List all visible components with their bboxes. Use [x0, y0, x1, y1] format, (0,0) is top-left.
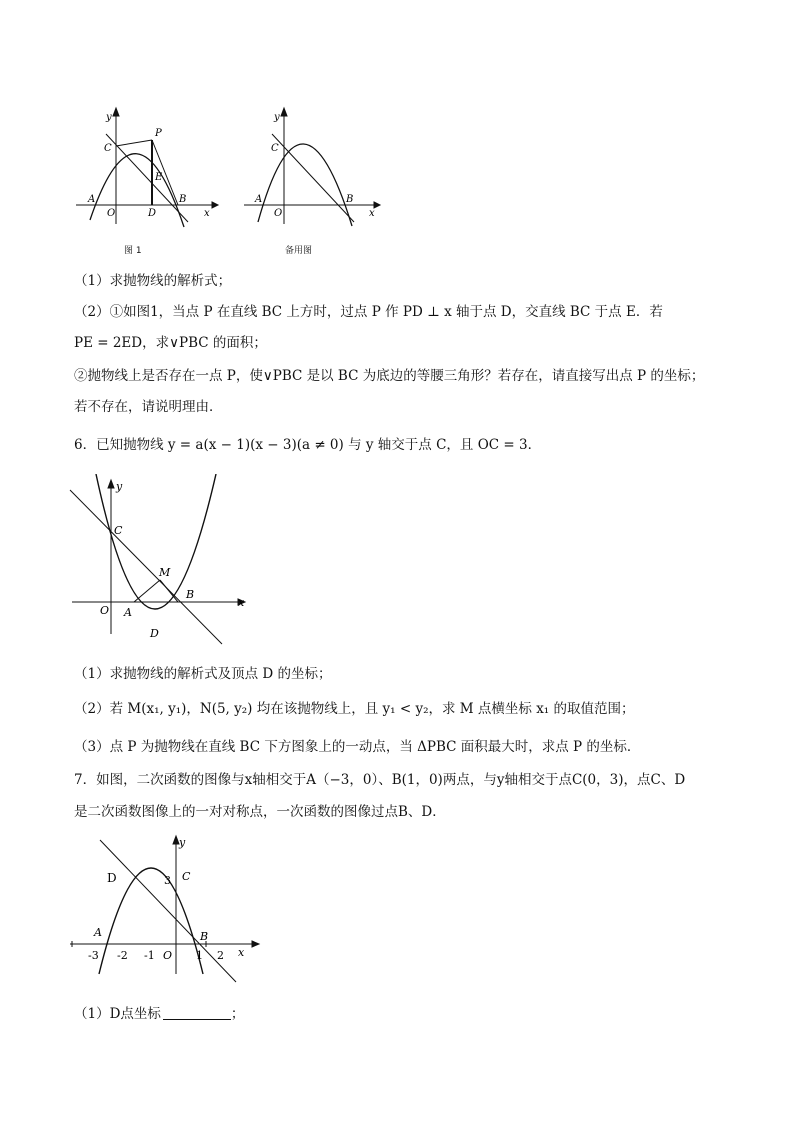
fig1-label-e: E	[155, 172, 163, 183]
q7-stem-line1: 7．如图，二次函数的图像与x轴相交于A（−3，0）、B(1，0)两点，与y轴相交于点C(0，3)，点C、D	[74, 772, 686, 788]
q7-label-o: O	[163, 949, 173, 962]
q6-part2: （2）若 M(x₁, y₁)，N(5, y₂) 均在该抛物线上，且 y₁ < y₂，求 M 点横坐标 x₁ 的取值范围；	[74, 701, 635, 717]
fig1-label-y: y	[106, 112, 112, 123]
q7-label-x: x	[238, 946, 245, 959]
q7-label-c: C	[182, 870, 191, 883]
backup-label-a: A	[255, 194, 263, 205]
q7-label-y: y	[179, 836, 186, 849]
q7-part1-end: ；	[230, 1006, 245, 1022]
q6-label-x: x	[238, 596, 245, 609]
q7-label-d: D	[107, 871, 117, 885]
q5-part2-line3: ②抛物线上是否存在一点 P，使∨PBC 是以 BC 为底边的等腰三角形？若存在，请直接写出点 P 的坐标；	[74, 368, 705, 384]
q7-stem-line2: 是二次函数图像上的一对对称点，一次函数的图像过点B、D．	[74, 804, 446, 820]
q7-tick-m3: -3	[88, 949, 99, 962]
q6-label-y: y	[116, 480, 123, 493]
backup-label-y: y	[274, 112, 280, 123]
backup-label-b: B	[346, 194, 354, 205]
q7-part1-text: （1）D点坐标	[74, 1006, 161, 1022]
q6-stem: 6．已知抛物线 y = a(x − 1)(x − 3)(a ≠ 0) 与 y 轴交于点 C，且 OC = 3．	[74, 437, 542, 453]
fig1-label-c: C	[104, 143, 112, 154]
q7-tick-3: 3	[164, 874, 171, 887]
backup-caption: 备用图	[285, 246, 313, 256]
fig1-label-o: O	[107, 208, 116, 219]
answer-blank[interactable]	[163, 1005, 231, 1020]
q6-label-b: B	[186, 588, 195, 601]
backup-label-c: C	[271, 143, 279, 154]
fig1-label-p: P	[155, 128, 162, 139]
q7-label-b: B	[200, 930, 209, 943]
q6-part1: （1）求抛物线的解析式及顶点 D 的坐标；	[74, 666, 332, 682]
q5-part2-line2: PE = 2ED，求∨PBC 的面积；	[74, 335, 267, 351]
fig1-label-x: x	[204, 208, 210, 219]
fig1-label-d: D	[148, 208, 157, 219]
q7-part1	[74, 1004, 244, 1024]
fig1-label-a: A	[88, 194, 96, 205]
q7-tick-m1: -1	[144, 949, 155, 962]
q6-label-d: D	[150, 627, 159, 640]
q6-label-m: M	[159, 566, 171, 579]
q5-part2-line4: 若不存在，请说明理由．	[74, 399, 223, 415]
q5-part1: （1）求抛物线的解析式；	[74, 273, 232, 289]
q6-label-o: O	[100, 604, 110, 617]
backup-label-o: O	[274, 208, 283, 219]
q6-part3: （3）点 P 为抛物线在直线 BC 下方图象上的一动点，当 ΔPBC 面积最大时，求点 P 的坐标．	[74, 739, 641, 755]
q7-label-a: A	[94, 926, 102, 939]
figure-q7	[66, 828, 262, 984]
q7-tick-1: 1	[196, 949, 203, 962]
q6-label-a: A	[124, 606, 132, 619]
q7-tick-m2: -2	[117, 949, 128, 962]
q5-part2-line1: （2）①如图1，当点 P 在直线 BC 上方时，过点 P 作 PD ⊥ x 轴于点 D，交直线 BC 于点 E．若	[74, 304, 663, 320]
fig1-caption: 图 1	[124, 246, 142, 256]
q7-tick-2: 2	[217, 949, 224, 962]
figure-backup	[242, 104, 387, 230]
figure-1	[72, 104, 222, 230]
figure-q6	[66, 474, 256, 646]
fig1-label-b: B	[179, 194, 187, 205]
q6-label-c: C	[114, 524, 123, 537]
backup-label-x: x	[369, 208, 375, 219]
